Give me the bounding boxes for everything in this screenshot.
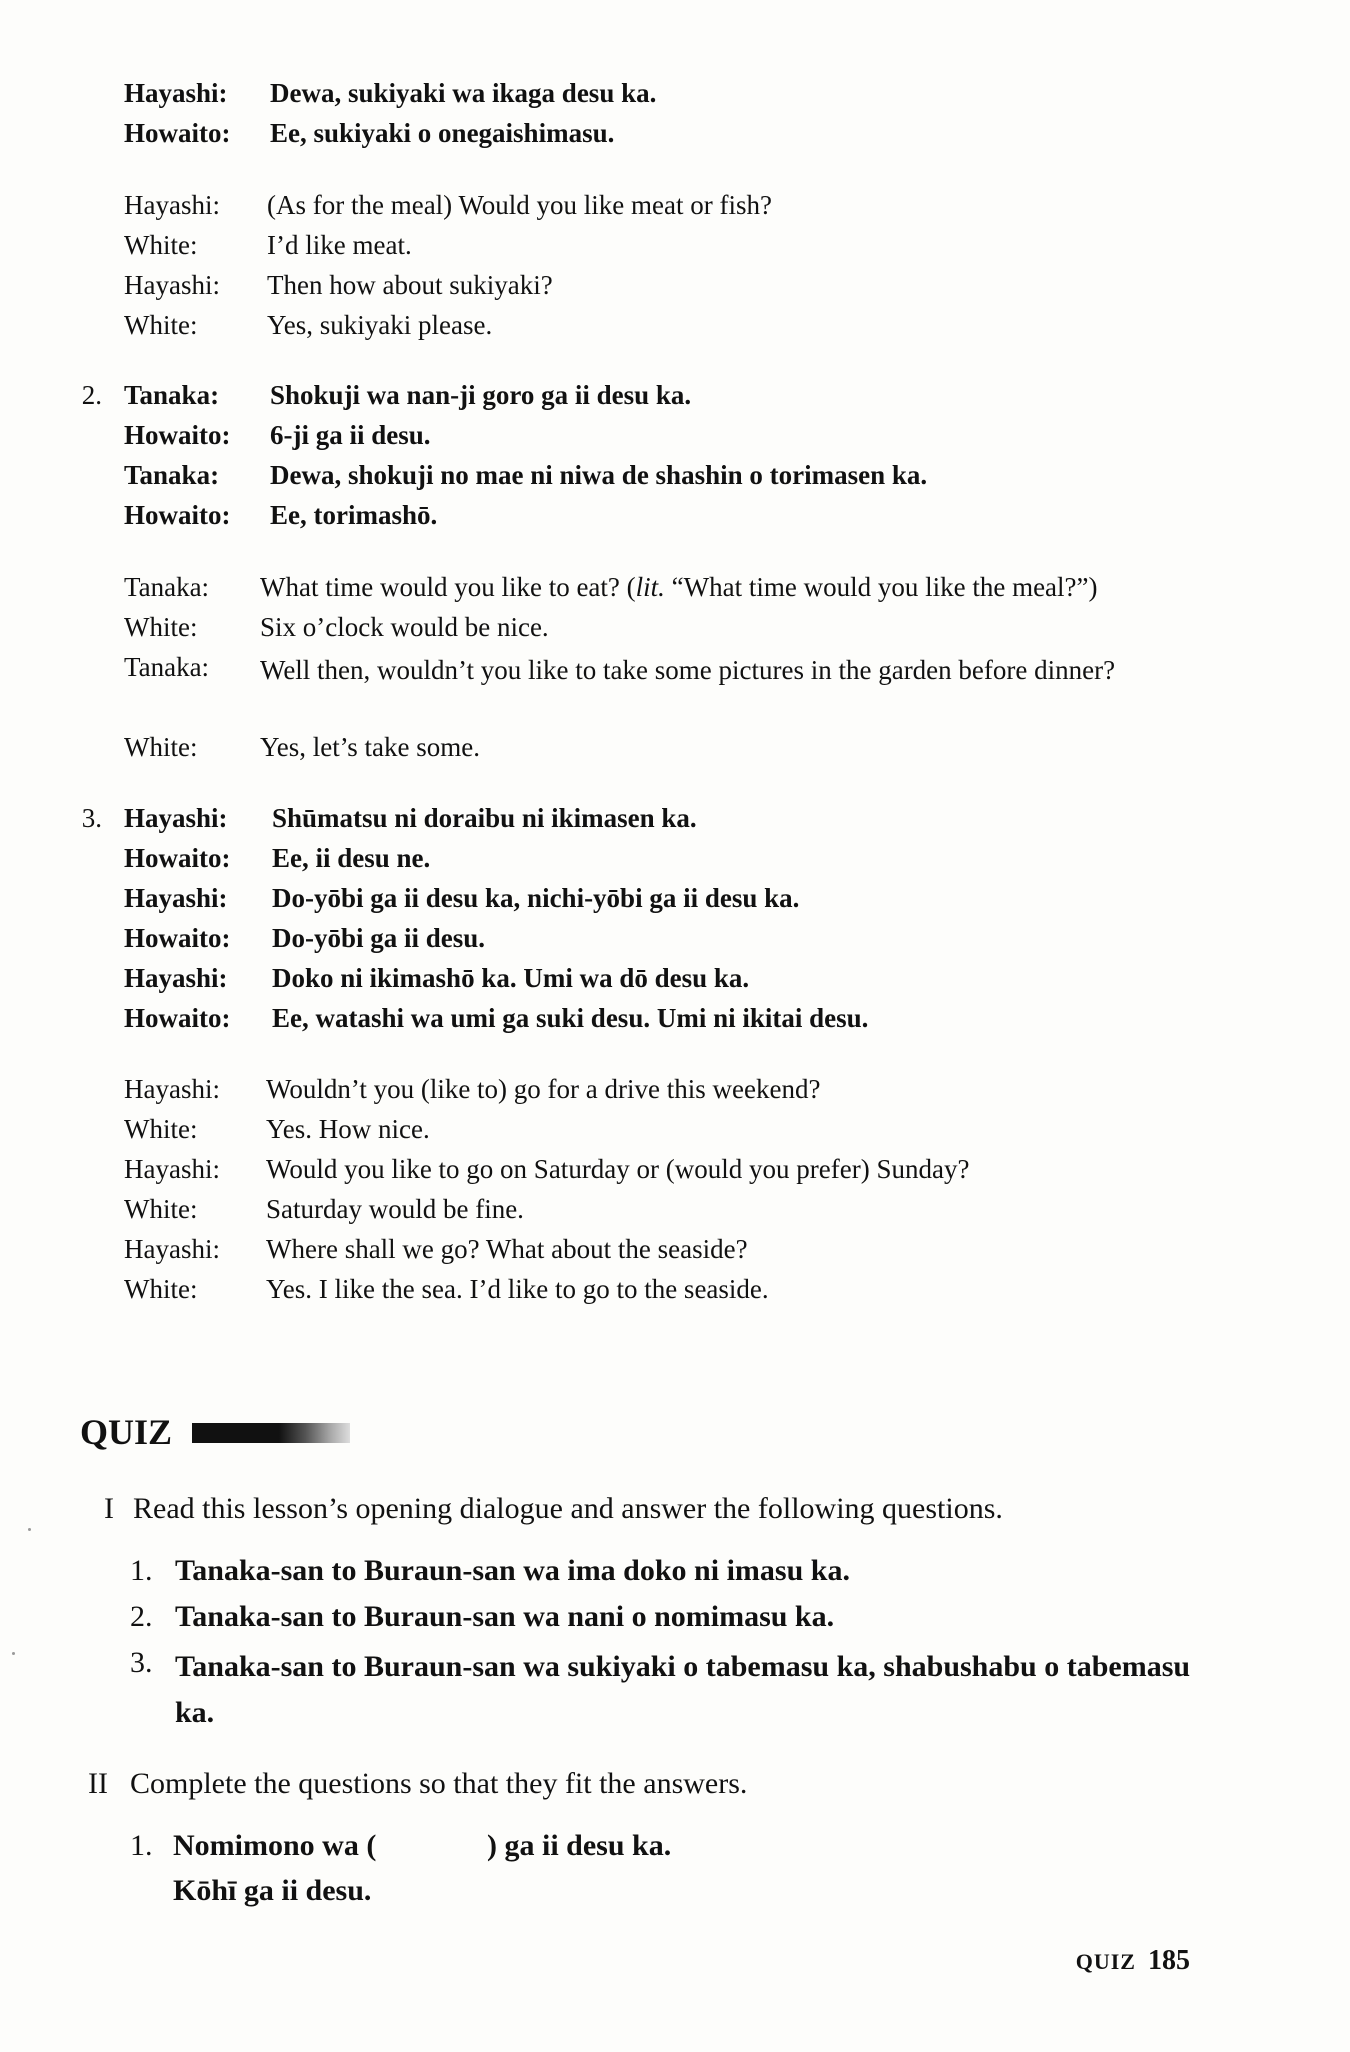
section-numeral: I [104,1492,114,1525]
question-number: 1. [130,1829,153,1862]
line-text: Do-yōbi ga ii desu. [272,923,486,953]
speaker-label: Tanaka: [124,460,220,490]
speaker-label: Hayashi: [124,1234,220,1264]
speaker-label: White: [124,612,198,642]
question-text: Tanaka-san to Buraun-san wa ima doko ni imasu ka. [175,1554,850,1587]
line-text: Yes, sukiyaki please. [267,310,493,340]
line-text: Shokuji wa nan-ji goro ga ii desu ka. [270,380,692,410]
line-text: Doko ni ikimashō ka. Umi wa dō desu ka. [272,963,750,993]
speaker-label: Hayashi: [124,1074,220,1104]
answer-text: Kōhī ga ii desu. [173,1874,372,1907]
speaker-label: Hayashi: [124,883,228,913]
line-text: 6-ji ga ii desu. [270,420,431,450]
line-text: Do-yōbi ga ii desu ka, nichi-yōbi ga ii desu ka. [272,883,800,913]
speaker-label: Hayashi: [124,803,228,833]
question-number: 2. [130,1600,153,1633]
speaker-label: Howaito: [124,500,231,530]
speaker-label: White: [124,1114,198,1144]
speaker-label: Hayashi: [124,78,228,108]
line-text: Where shall we go? What about the seaside? [266,1234,748,1264]
question-text-before-blank: Nomimono wa ( [173,1829,377,1862]
speaker-label: White: [124,732,198,762]
line-text: Ee, sukiyaki o onegaishimasu. [270,118,615,148]
running-footer-label: QUIZ [1075,1949,1136,1974]
question-number: 1. [130,1554,153,1587]
speaker-label: Hayashi: [124,963,228,993]
question-text-after-blank: ) ga ii desu ka. [487,1829,672,1862]
quiz-heading-bar [192,1423,350,1443]
line-text: Yes. I like the sea. I’d like to go to the seaside. [266,1274,769,1304]
speaker-label: Howaito: [124,923,231,953]
instruction-text: Read this lesson’s opening dialogue and answer the following questions. [133,1492,1003,1525]
line-text: Well then, wouldn’t you like to take some pictures in the garden before dinner? [260,655,1116,685]
line-text: Ee, torimashō. [270,500,438,530]
question-text: Tanaka-san to Buraun-san wa sukiyaki o tabemasu ka, shabushabu o tabemasu ka. [175,1650,1191,1729]
line-text-part: “What time would you like the meal?”) [664,572,1098,602]
speaker-label: Tanaka: [124,380,220,410]
quiz-question [0,1644,1350,1728]
line-text: Saturday would be fine. [266,1194,524,1224]
line-text: Wouldn’t you (like to) go for a drive this weekend? [266,1074,821,1104]
line-text: Dewa, sukiyaki wa ikaga desu ka. [270,78,657,108]
speaker-label: Howaito: [124,843,231,873]
line-text: Ee, watashi wa umi ga suki desu. Umi ni ikitai desu. [272,1003,869,1033]
line-text: Shūmatsu ni doraibu ni ikimasen ka. [272,803,697,833]
speaker-label: Tanaka: [124,652,210,682]
speaker-label: Howaito: [124,1003,231,1033]
speaker-label: White: [124,1194,198,1224]
question-number: 3. [130,1646,153,1679]
line-text [260,570,1098,604]
scan-speck [28,1528,31,1531]
instruction-text: Complete the questions so that they fit the answers. [130,1767,748,1800]
line-text: Dewa, shokuji no mae ni niwa de shashin o torimasen ka. [270,460,928,490]
line-text: Six o’clock would be nice. [260,612,549,642]
speaker-label: Hayashi: [124,270,220,300]
line-text: Yes. How nice. [266,1114,430,1144]
line-text: Ee, ii desu ne. [272,843,431,873]
question-text: Tanaka-san to Buraun-san wa nani o nomimasu ka. [175,1600,835,1633]
speaker-label: White: [124,1274,198,1304]
quiz-heading: QUIZ [80,1412,173,1452]
line-text: Would you like to go on Saturday or (would you prefer) Sunday? [266,1154,970,1184]
page-number: 185 [1148,1945,1190,1976]
scan-speck [12,1652,15,1655]
speaker-label: Tanaka: [124,572,210,602]
line-text: Then how about sukiyaki? [267,270,553,300]
dialogue-number: 2. [81,380,102,410]
line-text: I’d like meat. [267,230,412,260]
line-text-part: What time would you like to eat? ( [260,572,636,602]
line-text-italic: lit. [635,572,665,602]
speaker-label: White: [124,230,198,260]
page-footer [1076,1943,1190,1980]
line-text: (As for the meal) Would you like meat or fish? [267,190,772,220]
speaker-label: Hayashi: [124,190,220,220]
speaker-label: Hayashi: [124,1154,220,1184]
dialogue-number: 3. [81,803,102,833]
speaker-label: Howaito: [124,420,231,450]
section-numeral: II [88,1767,108,1800]
speaker-label: Howaito: [124,118,231,148]
line-text: Yes, let’s take some. [260,732,480,762]
speaker-label: White: [124,310,198,340]
